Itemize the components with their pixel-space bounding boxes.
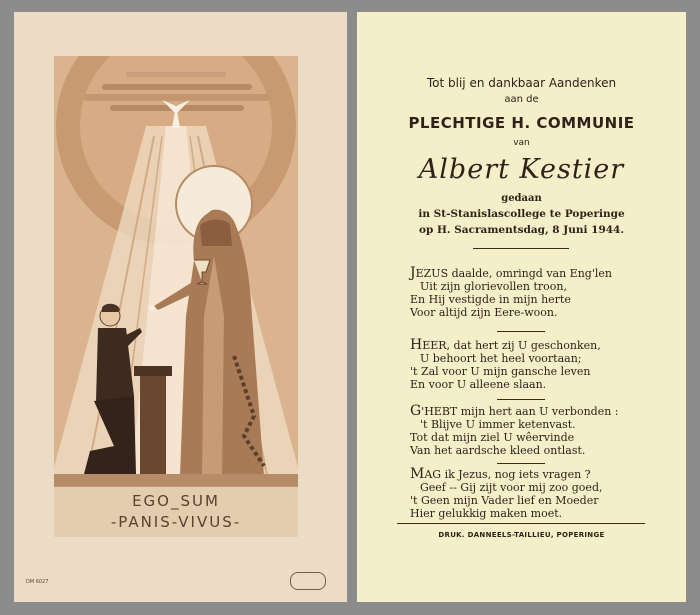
holy-card-front — [14, 12, 347, 602]
communicant-name: Albert Kestier — [418, 154, 625, 185]
stanza-line: HEER, dat hert zij U geschonken, — [410, 337, 601, 353]
poem-stanza — [410, 468, 680, 520]
maker-mark-stamp — [290, 572, 326, 590]
prie-dieu — [140, 372, 166, 476]
divider — [397, 523, 645, 524]
host-icon — [149, 305, 155, 311]
stanza-line: G'HEBT mijn hert aan U verbonden : — [410, 403, 619, 419]
latin-caption — [54, 486, 298, 537]
stanza-line: U behoort het heel voortaan; — [420, 352, 582, 365]
poem-stanza — [410, 267, 680, 319]
holy-card-back — [357, 12, 686, 602]
stanza-line: En Hij vestigde in mijn herte — [410, 293, 571, 306]
divider — [473, 248, 569, 249]
date-line: op H. Sacramentsdag, 8 Juni 1944. — [418, 224, 625, 236]
printer-imprint: DRUK. DANNEELS-TAILLIEU, POPERINGE — [438, 531, 605, 539]
gedaan-line: gedaan — [501, 193, 542, 204]
stanza-line: Geef -- Gij zijt voor mij zoo goed, — [420, 481, 603, 494]
stanza-line: 't Blijve U immer ketenvast. — [420, 418, 576, 431]
stanza-line: Voor altijd zijn Eere-woon. — [410, 306, 558, 319]
divider — [497, 463, 545, 464]
stanza-line: En voor U alleene slaan. — [410, 378, 547, 391]
stanza-line: 't Geen mijn Vader lief en Moeder — [410, 494, 599, 507]
place-line: in St-Stanislascollege te Poperinge — [418, 208, 625, 220]
plate-code: DM 6027 — [26, 579, 49, 585]
aan-de-line: aan de — [504, 94, 539, 105]
stanza-line: Van het aardsche kleed ontlast. — [410, 444, 586, 457]
stanza-line: MAG ik Jezus, nog iets vragen ? — [410, 466, 591, 482]
stanza-line: 't Zal voor U mijn gansche leven — [410, 365, 591, 378]
divider — [497, 331, 545, 332]
divider — [497, 399, 545, 400]
communion-illustration — [54, 56, 298, 490]
illustration-svg — [54, 56, 298, 490]
occasion-title: PLECHTIGE H. COMMUNIE — [408, 114, 635, 132]
stanza-line: Tot dat mijn ziel U wêervinde — [410, 431, 575, 444]
poem-stanza — [410, 405, 680, 457]
prie-dieu-rail — [134, 366, 172, 376]
stanza-line: Hier gelukkig maken moet. — [410, 507, 563, 520]
caption-line-1: EGO_SUM — [132, 492, 220, 510]
stanza-line: JEZUS daalde, omringd van Eng'len — [410, 265, 612, 281]
poem-stanza — [410, 339, 680, 391]
christ-hair — [200, 220, 232, 246]
intro-line: Tot blij en dankbaar Aandenken — [426, 76, 617, 90]
van-line: van — [513, 138, 530, 148]
caption-line-2: -PANIS-VIVUS- — [110, 513, 242, 531]
stanza-line: Uit zijn glorievollen troon, — [420, 280, 567, 293]
